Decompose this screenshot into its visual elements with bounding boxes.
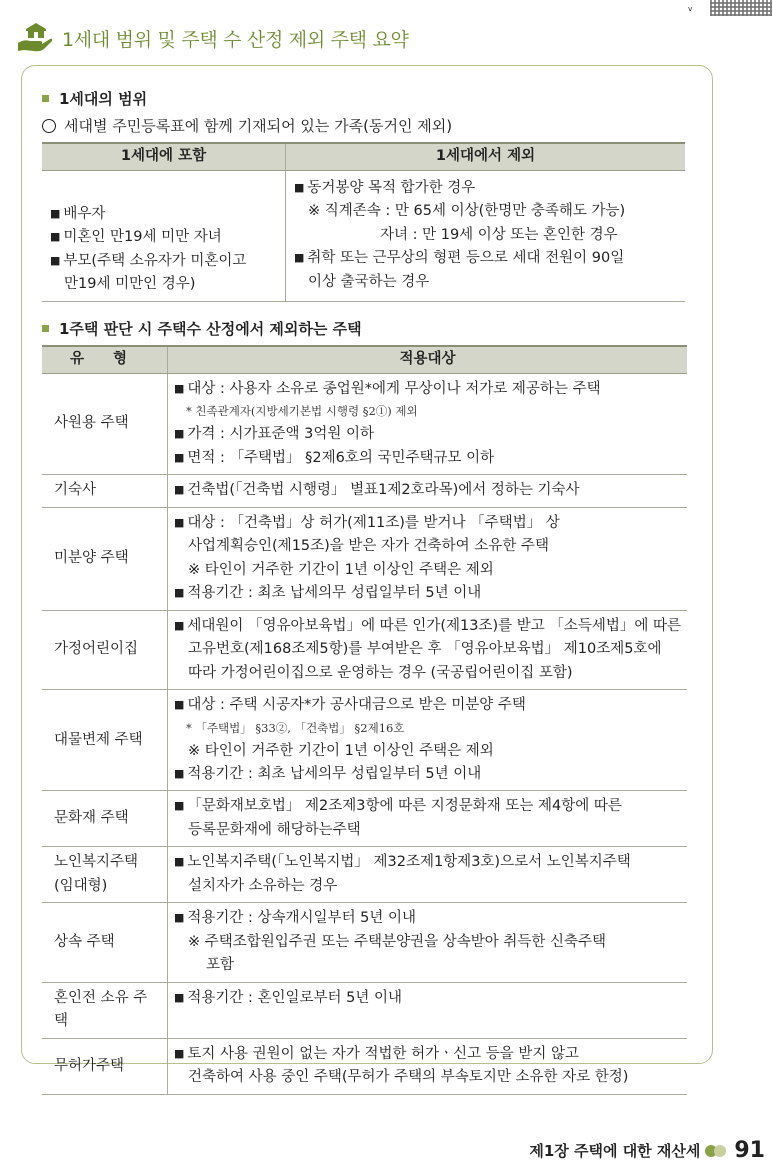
table-row: 미분양 주택 ■ 대상 : 「건축법」상 허가(제11조)를 받거나 「주택법」 상 사업계획승인(제15조)을 받은 자가 건축하여 소유한 주택 ※ 타인이 거주한 기간이 1년 이상인 주택은 제외 ■ 적용기간 : 최초 납세의무 성립일부터 5년 이내 (42, 507, 687, 610)
excluded-houses-table (42, 345, 687, 1095)
dots-icon (708, 1145, 726, 1157)
table-row: 무허가주택 ■ 토지 사용 권원이 없는 자가 적법한 허가ㆍ신고 등을 받지 않고 건축하여 사용 중인 주택(무허가 주택의 부속토지만 소유한 자로 한정) (42, 1038, 687, 1094)
page-header (16, 22, 409, 54)
square-bullet-icon (42, 95, 49, 102)
excluded-cell: ■ 동거봉양 목적 합가한 경우 ※ 직계존속 : 만 65세 이상(한명만 충족해도 가능) 자녀 : 만 19세 이상 또는 혼인한 경우 ■ 취학 또는 근무상의 형편 등으로 세대 전원이 90일 이상 출국하는 경우 (286, 171, 686, 302)
table-row: 혼인전 소유 주택 ■ 적용기간 : 혼인일로부터 5년 이내 (42, 982, 687, 1038)
table-header: 적용대상 (167, 346, 687, 374)
household-scope-table (42, 142, 685, 302)
section2-heading: 1주택 판단 시 주택수 산정에서 제외하는 주택 (42, 318, 362, 339)
page-number: 91 (734, 1138, 765, 1163)
table-header: 1세대에서 제외 (286, 143, 686, 171)
corner-mark: ᵥ (688, 0, 694, 14)
table-header: 1세대에 포함 (42, 143, 286, 171)
page-title: 1세대 범위 및 주택 수 산정 제외 주택 요약 (62, 28, 409, 51)
chapter-label: 제1장 주택에 대한 재산세 (529, 1142, 701, 1160)
table-header: 유 형 (42, 346, 167, 374)
page-footer (529, 1138, 765, 1163)
table-row: 대물변제 주택 ■ 대상 : 주택 시공자*가 공사대금으로 받은 미분양 주택 * 「주택법」 §33②, 「건축법」 §2제16호 ※ 타인이 거주한 기간이 1년 이상인 주택은 제외 ■ 적용기간 : 최초 납세의무 성립일부터 5년 이내 (42, 690, 687, 791)
table-row: 문화재 주택 ■ 「문화재보호법」 제2조제3항에 따른 지정문화재 또는 제4항에 따른 등록문화재에 해당하는주택 (42, 791, 687, 847)
table-row: 상속 주택 ■ 적용기간 : 상속개시일부터 5년 이내 ※ 주택조합원입주권 또는 주택분양권을 상속받아 취득한 신축주택 포함 (42, 903, 687, 982)
circle-bullet-icon (42, 119, 56, 133)
table-row: 사원용 주택 ■ 대상 : 사용자 소유로 종업원*에게 무상이나 저가로 제공하는 주택 * 친족관계자(지방세기본법 시행령 §2①) 제외 ■ 가격 : 시가표준액 3억원 이하 ■ 면적 : 「주택법」 §2제6호의 국민주택규모 이하 (42, 374, 687, 475)
table-row: 가정어린이집 ■ 세대원이 「영유아보육법」에 따른 인가(제13조)를 받고 「소득세법」에 따른 고유번호(제168조제5항)를 부여받은 후 「영유아보육법」 제10조제5호에 따라 가정어린이집으로 운영하는 경우 (국공립어린이집 포함) (42, 610, 687, 689)
section1-intro: 세대별 주민등록표에 함께 기재되어 있는 가족(동거인 제외) (42, 115, 452, 136)
square-bullet-icon (42, 325, 49, 332)
section1-heading: 1세대의 범위 (42, 88, 147, 109)
qr-code (710, 0, 772, 16)
table-row: 기숙사 ■ 건축법(「건축법 시행령」 별표1제2호라목)에서 정하는 기숙사 (42, 475, 687, 507)
table-row: 노인복지주택 (임대형) ■ 노인복지주택(「노인복지법」 제32조제1항제3호)으로서 노인복지주택 설치자가 소유하는 경우 (42, 847, 687, 903)
included-cell: ■ 배우자 ■ 미혼인 만19세 미만 자녀 ■ 부모(주택 소유자가 미혼이고 만19세 미만인 경우) (42, 171, 286, 302)
house-hand-icon (16, 23, 54, 53)
